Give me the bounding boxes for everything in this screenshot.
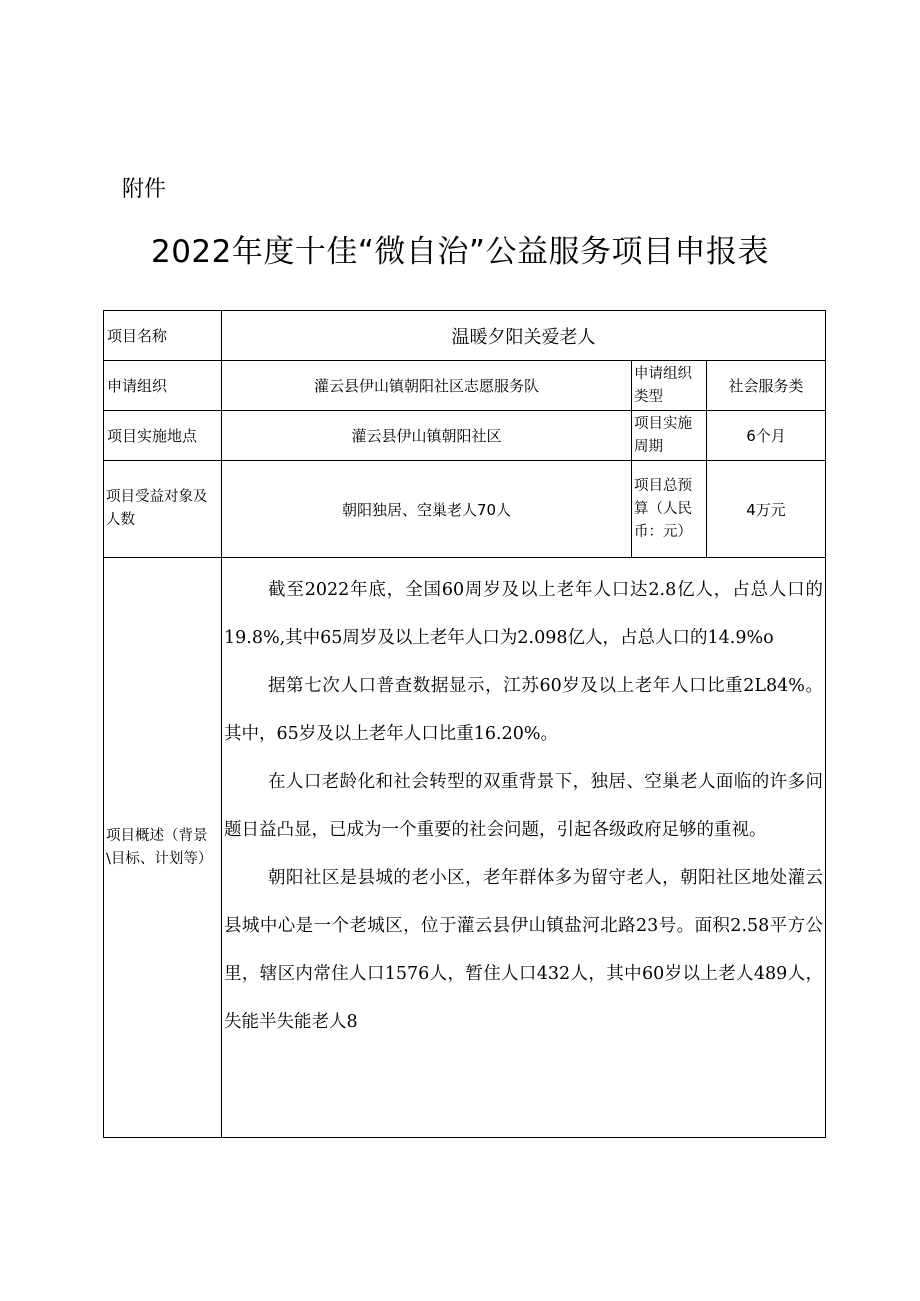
summary-paragraph: 在人口老龄化和社会转型的双重背景下，独居、空巢老人面临的许多问题日益凸显，已成为一个重要的社会问题，引起各级政府足够的重视。: [224, 772, 824, 840]
row-applicant: [104, 361, 826, 411]
applicant-value: 灌云县伊山镇朝阳社区志愿服务队: [222, 361, 632, 411]
summary-paragraph: 朝阳社区是县城的老小区，老年群体多为留守老人，朝阳社区地处灌云县城中心是一个老城区，位于灌云县伊山镇盐河北路23号。面积2.58平方公里，辖区内常住人口1576人，暂住人口432人，其中60岁以上老人489人，失能半失能老人8: [224, 868, 824, 1032]
applicant-type-value: 社会服务类: [707, 361, 826, 411]
project-name-label: 项目名称: [104, 311, 222, 361]
row-summary: [104, 558, 826, 1138]
row-beneficiary: [104, 461, 826, 558]
budget-label: 项目总预算（人民币：元）: [632, 461, 707, 558]
period-value: 6个月: [707, 411, 826, 461]
summary-paragraph: 据第七次人口普查数据显示，江苏60岁及以上老年人口比重2L84%。其中，65岁及以上老年人口比重16.20%。: [224, 676, 824, 744]
location-value: 灌云县伊山镇朝阳社区: [222, 411, 632, 461]
budget-value: 4万元: [707, 461, 826, 558]
beneficiary-value: 朝阳独居、空巢老人70人: [222, 461, 632, 558]
application-form-table: [103, 310, 826, 1138]
project-name-value: 温暖夕阳关爱老人: [222, 311, 826, 361]
row-location: [104, 411, 826, 461]
location-label: 项目实施地点: [104, 411, 222, 461]
attachment-label: 附件: [122, 177, 167, 202]
beneficiary-label: 项目受益对象及人数: [104, 461, 222, 558]
summary-paragraph: 截至2022年底，全国60周岁及以上老年人口达2.8亿人，占总人口的19.8%,其中65周岁及以上老年人口为2.098亿人，占总人口的14.9%o: [224, 580, 824, 648]
applicant-type-label: 申请组织类型: [632, 361, 707, 411]
summary-content: [222, 558, 826, 1138]
applicant-label: 申请组织: [104, 361, 222, 411]
summary-label: 项目概述（背景\目标、计划等）: [104, 558, 222, 1138]
page-title: 2022年度十佳“微自治”公益服务项目申报表: [150, 234, 769, 270]
period-label: 项目实施周期: [632, 411, 707, 461]
row-project-name: [104, 311, 826, 361]
